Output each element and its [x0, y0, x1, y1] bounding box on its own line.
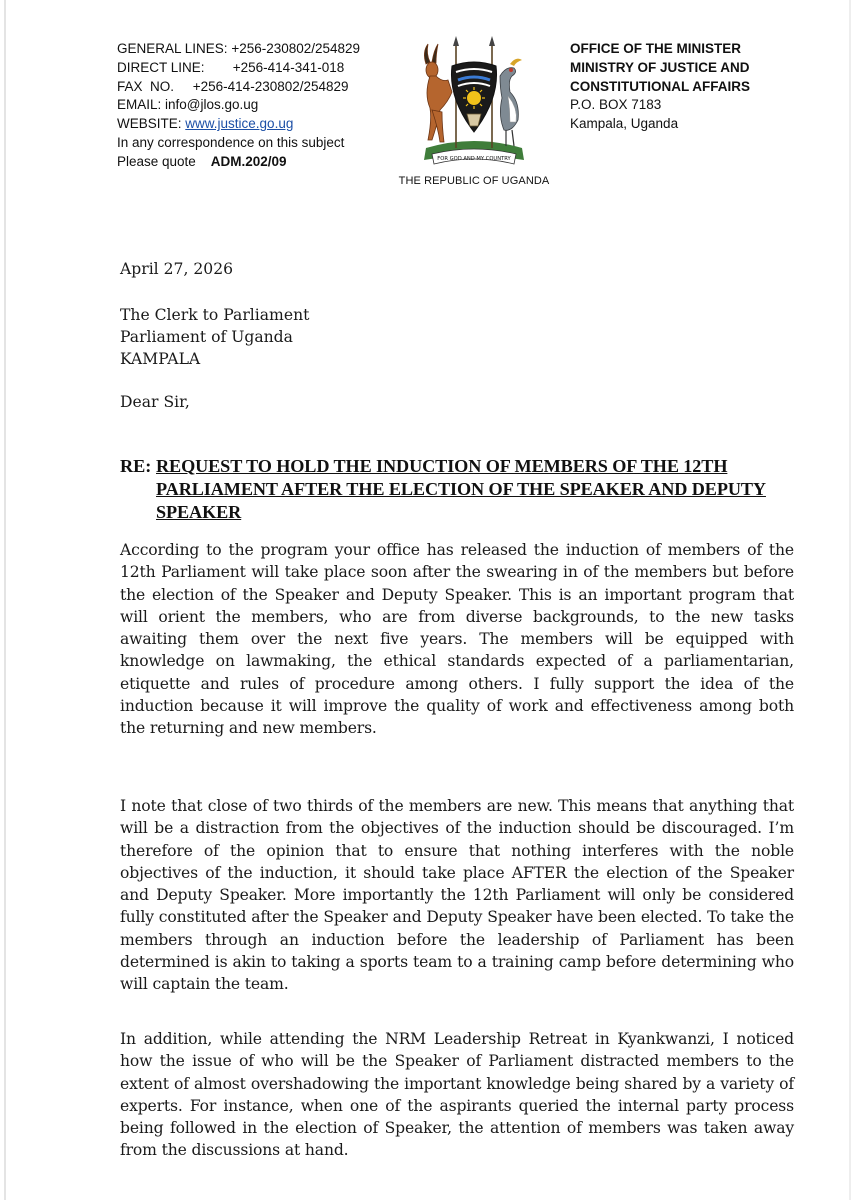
body-paragraph: In addition, while attending the NRM Leadership Retreat in Kyankwanzi, I noticed how the issue of who will be the Speaker of Parliament distracted members to the extent of almost overshadowing the important knowledge being shared by a variety of experts. For instance, when one of the aspirants queried the internal party process being followed in the election of Speaker, the attention of members was taken away from the discussions at hand.: [120, 1030, 794, 1160]
direct-line-row: [117, 59, 360, 78]
direct-line-value: +256-414-341-018: [232, 59, 345, 75]
crest-crane: [500, 59, 522, 146]
direct-line-label: DIRECT LINE:: [117, 59, 205, 75]
general-lines-label: GENERAL LINES:: [117, 41, 228, 56]
subject-label: RE:: [120, 456, 152, 476]
email-label: EMAIL:: [117, 97, 162, 113]
correspondence-note: In any correspondence on this subject: [117, 134, 345, 150]
quote-row: [117, 153, 360, 172]
salutation: Dear Sir,: [120, 393, 190, 411]
recipient-address: [120, 304, 794, 370]
city-line: Kampala, Uganda: [570, 116, 679, 132]
ministry-line: MINISTRY OF JUSTICE AND: [570, 59, 750, 75]
ministry-line-2: CONSTITUTIONAL AFFAIRS: [570, 78, 750, 94]
letterhead-contact-block: [117, 40, 360, 172]
fax-label: FAX NO.: [117, 78, 175, 94]
recipient-line: Parliament of Uganda: [120, 328, 293, 346]
general-lines-value: +256-230802/254829: [231, 41, 361, 56]
letter-date: April 27, 2026: [120, 260, 234, 278]
fax-value: +256-414-230802/254829: [192, 78, 349, 94]
page-left-edge: [4, 0, 6, 1200]
crest-motto: FOR GOD AND MY COUNTRY: [437, 156, 511, 162]
fax-row: [117, 78, 360, 97]
body-paragraph: According to the program your office has released the induction of members of the 12th Parliament will take place soon after the swearing in of the members but before the election of the Speaker and Deputy Speaker. This is an important program that will orient the members, who are from diverse backgrounds, to the new tasks awaiting them over the next five years. The members will be equipped with knowledge on lawmaking, the ethical standards expected of a parliamentarian, etiquette and rules of procedure among others. I fully support the idea of the induction because it will improve the quality of work and effectiveness among both the returning and new members.: [120, 541, 794, 738]
recipient-line: The Clerk to Parliament: [120, 306, 310, 324]
recipient-line: KAMPALA: [120, 350, 201, 368]
email-row: [117, 96, 360, 115]
website-link[interactable]: www.justice.go.ug: [185, 116, 294, 132]
republic-caption: THE REPUBLIC OF UGANDA: [398, 175, 550, 187]
body-paragraph: I note that close of two thirds of the members are new. This means that anything that will be a distraction from the objectives of the induction should be discouraged. I’m therefore of the opinion that to ensure that nothing interferes with the noble objectives of the induction, it should take place AFTER the election of the Speaker and Deputy Speaker. More importantly the 12th Parliament will only be considered fully constituted after the Speaker and Deputy Speaker have been elected. To take the members through an induction before the leadership of Parliament has been determined is akin to taking a sports team to a training camp before determining who will captain the team.: [120, 797, 794, 994]
subject-title: REQUEST TO HOLD THE INDUCTION OF MEMBERS OF THE 12TH PARLIAMENT AFTER THE ELECTION OF THE SPEAKER AND DEPUTY SPEAKER: [156, 456, 766, 522]
uganda-coat-of-arms-icon: [412, 36, 536, 172]
po-box-line: P.O. BOX 7183: [570, 97, 662, 113]
page-right-edge: [849, 0, 851, 1200]
general-lines-row: [117, 40, 360, 59]
website-label: WEBSITE:: [117, 116, 182, 132]
ministry-address-block: [570, 40, 750, 134]
website-row: [117, 115, 360, 134]
quote-label: Please quote: [117, 153, 196, 169]
reference-number: ADM.202/09: [210, 153, 287, 169]
crest-kob: [424, 44, 452, 142]
email-value[interactable]: info@jlos.go.ug: [165, 97, 259, 113]
office-line: OFFICE OF THE MINISTER: [570, 41, 741, 56]
crest-sun: [467, 91, 481, 105]
